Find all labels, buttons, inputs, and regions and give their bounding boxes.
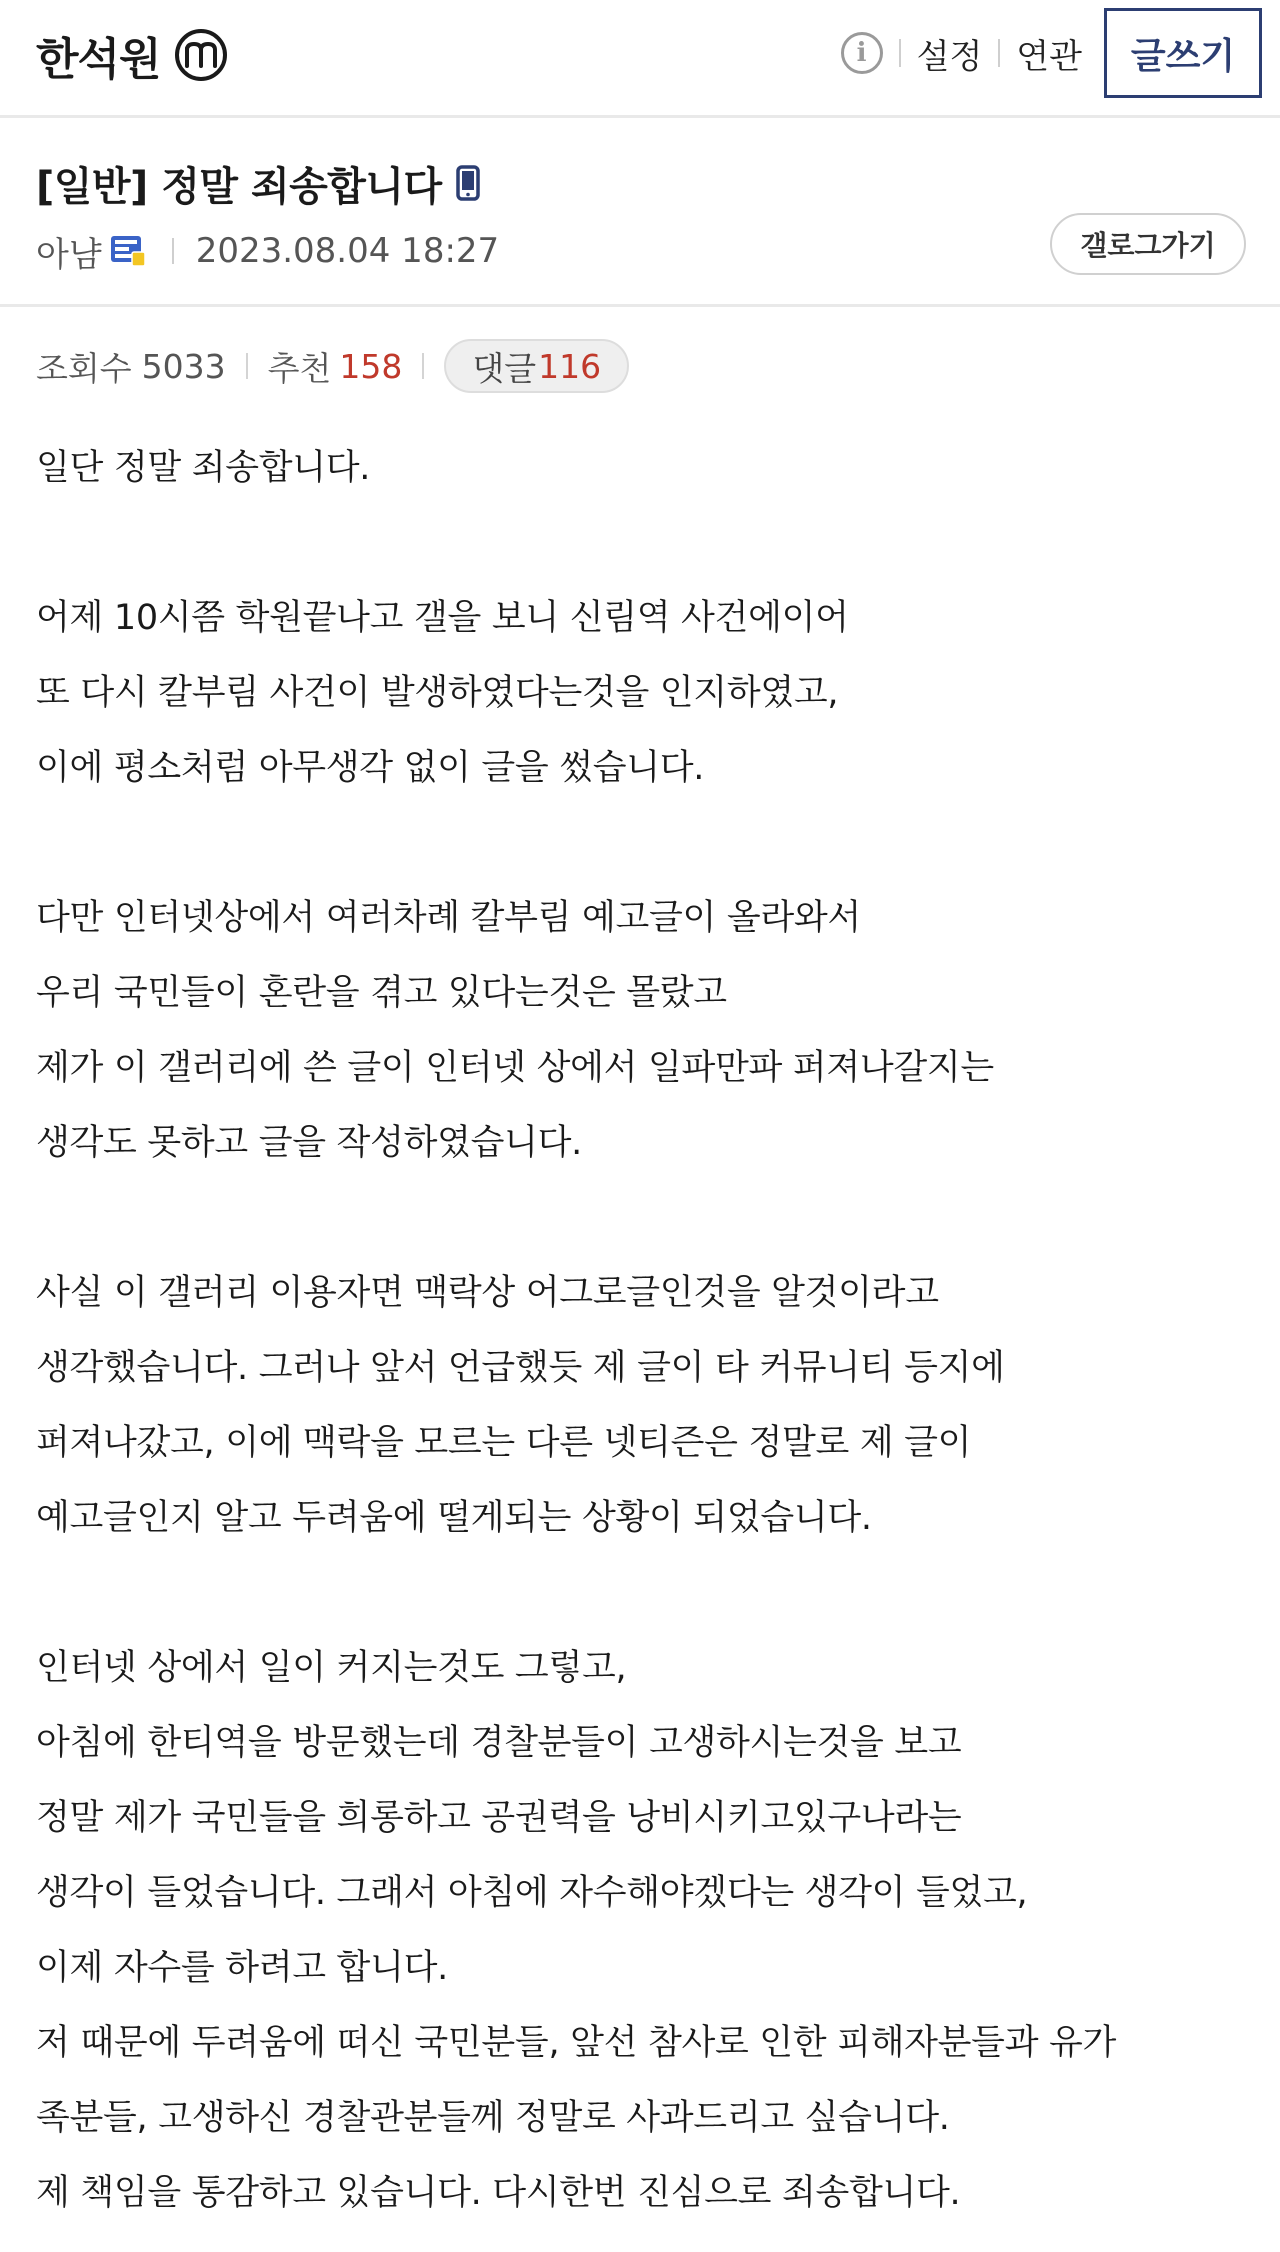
- body-line: 이제 자수를 하려고 합니다.: [36, 1948, 448, 1988]
- top-bar: [0, 0, 1280, 118]
- body-line: 사실 이 갤러리 이용자면 맥락상 어그로글인것을 알것이라고: [36, 1273, 939, 1313]
- body-line: 또 다시 칼부림 사건이 발생하였다는것을 인지하였고,: [36, 673, 839, 713]
- body-line: 생각이 들었습니다. 그래서 아침에 자수해야겠다는 생각이 들었고,: [36, 1873, 1028, 1913]
- divider: [422, 353, 424, 379]
- post-meta: [36, 225, 499, 277]
- body-line: 이에 평소처럼 아무생각 없이 글을 썼습니다.: [36, 748, 705, 788]
- post-header: [0, 121, 1280, 307]
- top-actions: [841, 8, 1262, 98]
- body-line: 어제 10시쯤 학원끝나고 갤을 보니 신림역 사건에이어: [36, 598, 849, 638]
- recommend-count: 158: [339, 346, 403, 386]
- body-line: 예고글인지 알고 두려움에 떨게되는 상황이 되었습니다.: [36, 1498, 872, 1538]
- divider: [998, 39, 1000, 67]
- divider: [246, 353, 248, 379]
- body-line: 생각했습니다. 그러나 앞서 언급했듯 제 글이 타 커뮤니티 등지에: [36, 1348, 1005, 1388]
- body-line: 일단 정말 죄송합니다.: [36, 448, 371, 488]
- fixed-nickname-icon: [110, 234, 146, 268]
- gallery-title[interactable]: [36, 24, 227, 86]
- body-line: 족분들, 고생하신 경찰관분들께 정말로 사과드리고 싶습니다.: [36, 2098, 950, 2138]
- recommend-label: 추천: [267, 348, 332, 388]
- post-stats: [36, 338, 629, 394]
- related-link[interactable]: 연관: [1016, 36, 1082, 77]
- body-line: 퍼져나갔고, 이에 맥락을 모르는 다른 넷티즌은 정말로 제 글이: [36, 1423, 972, 1463]
- post-body: [36, 438, 1256, 2238]
- body-blank-line: [36, 813, 1256, 888]
- body-blank-line: [36, 1563, 1256, 1638]
- info-icon[interactable]: i: [841, 32, 883, 74]
- mobile-phone-icon: [456, 165, 480, 201]
- gallery-name-text: 한석원: [36, 34, 161, 85]
- body-blank-line: [36, 513, 1256, 588]
- body-blank-line: [36, 1188, 1256, 1263]
- comments-button[interactable]: [444, 339, 629, 393]
- divider: [172, 238, 174, 264]
- settings-link[interactable]: 설정: [916, 36, 983, 77]
- body-line: 생각도 못하고 글을 작성하였습니다.: [36, 1123, 582, 1163]
- body-line: 제가 이 갤러리에 쓴 글이 인터넷 상에서 일파만파 퍼져나갈지는: [36, 1048, 994, 1088]
- body-line: 아침에 한티역을 방문했는데 경찰분들이 고생하시는것을 보고: [36, 1723, 962, 1763]
- gallog-button[interactable]: 갤로그가기: [1050, 213, 1246, 275]
- body-line: 인터넷 상에서 일이 커지는것도 그렇고,: [36, 1648, 627, 1688]
- write-post-button[interactable]: 글쓰기: [1104, 8, 1262, 98]
- body-line: 정말 제가 국민들을 희롱하고 공권력을 낭비시키고있구나라는: [36, 1798, 962, 1838]
- views-label: 조회수: [36, 348, 132, 388]
- comments-label: 댓글: [472, 348, 537, 388]
- body-line: 저 때문에 두려움에 떠신 국민분들, 앞선 참사로 인한 피해자분들과 유가: [36, 2023, 1117, 2063]
- divider: [899, 39, 901, 67]
- views-count: 5033: [141, 346, 226, 386]
- body-line: 다만 인터넷상에서 여러차례 칼부림 예고글이 올라와서: [36, 898, 861, 938]
- post-title: [36, 155, 480, 211]
- author-nickname[interactable]: 아냠: [36, 234, 102, 275]
- body-line: 우리 국민들이 혼란을 겪고 있다는것은 몰랐고: [36, 973, 727, 1013]
- post-title-text: [일반] 정말 죄송합니다: [36, 163, 442, 210]
- body-line: 제 책임을 통감하고 있습니다. 다시한번 진심으로 죄송합니다.: [36, 2173, 961, 2213]
- post-date: 2023.08.04 18:27: [195, 231, 500, 271]
- minor-gallery-badge-icon: [175, 29, 227, 81]
- comments-count: 116: [538, 346, 602, 386]
